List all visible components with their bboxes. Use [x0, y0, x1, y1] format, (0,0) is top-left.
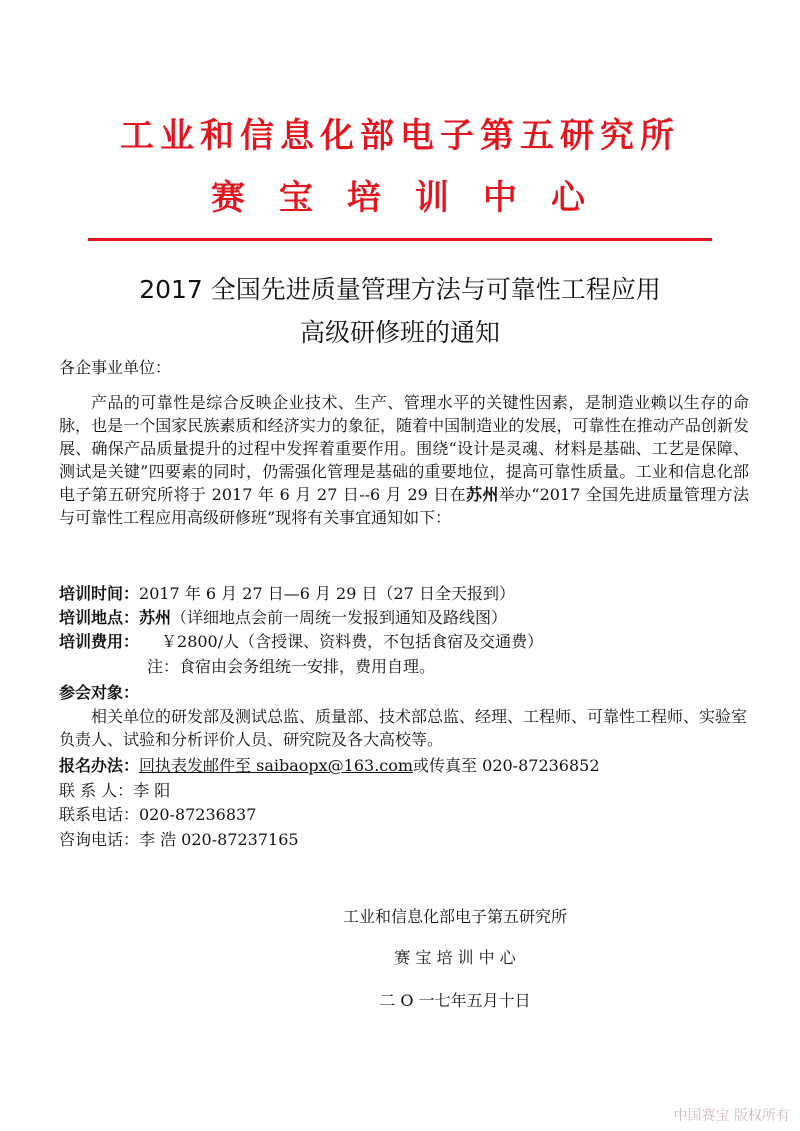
- audience-value: 相关单位的研发部及测试总监、质量部、技术部总监、经理、工程师、可靠性工程师、实验室负责人、试验和分析评价人员、研究院及各大高校等。: [59, 707, 748, 749]
- intro-city: 苏州: [465, 485, 499, 504]
- signature-org: 工业和信息化部电子第五研究所: [342, 907, 567, 926]
- training-time-label: 培训时间：: [59, 584, 140, 603]
- header-org: 工业和信息化部电子第五研究所: [120, 116, 680, 156]
- greeting: 各企事业单位：: [59, 358, 172, 377]
- training-place-city: 苏州: [139, 608, 172, 627]
- copyright-watermark: 中国赛宝 版权所有: [673, 1108, 790, 1124]
- training-place-row: [59, 606, 507, 629]
- signature-center: 赛 宝 培 训 中 心: [394, 948, 516, 967]
- notice-title-line2: 高级研修班的通知: [299, 318, 500, 347]
- signup-fax: 或传真至 020-87236852: [413, 756, 600, 775]
- contact-phone: 联系电话：020-87236837: [59, 805, 257, 824]
- training-place-note: （详细地点会前一周统一发报到通知及路线图）: [171, 608, 508, 627]
- signature-date: 二 O 一七年五月十日: [379, 991, 531, 1010]
- consult-phone: 咨询电话：李 浩 020-87237165: [59, 830, 299, 849]
- training-place-label: 培训地点：: [59, 608, 140, 627]
- training-time-value: 2017 年 6 月 27 日—6 月 29 日（27 日全天报到）: [139, 584, 515, 603]
- notice-title-line1: 2017 全国先进质量管理方法与可靠性工程应用: [139, 275, 661, 304]
- training-time-row: [59, 582, 515, 605]
- signup-row: [59, 754, 600, 777]
- training-fee-label: 培训费用：: [59, 632, 140, 651]
- header-divider: [88, 238, 712, 241]
- training-fee-value: ￥2800/人（含授课、资料费，不包括食宿及交通费）: [161, 632, 544, 651]
- accommodation-note: 注：食宿由会务组统一安排，费用自理。: [147, 657, 436, 676]
- audience-row: [59, 681, 139, 704]
- signup-email-link[interactable]: 回执表发邮件至 saibaopx@163.com: [139, 756, 414, 775]
- training-fee-row: [59, 630, 543, 653]
- intro-text-part2: 举办“2017 全国先进质量管理方法与可靠性工程应用高级研修班”现将有关事宜通知如下：: [59, 485, 749, 527]
- signup-label: 报名办法：: [59, 756, 140, 775]
- audience-label: 参会对象：: [59, 683, 140, 702]
- contact-person: 联 系 人：李 阳: [59, 781, 171, 800]
- intro-paragraph: [59, 391, 749, 529]
- header-center: 赛宝培训中心: [211, 178, 619, 218]
- intro-text-part1: 产品的可靠性是综合反映企业技术、生产、管理水平的关键性因素，是制造业赖以生存的命脉，也是一个国家民族素质和经济实力的象征，随着中国制造业的发展，可靠性在推动产品创新发展、确保产品质量提升的过程中发挥着重要作用。围绕“设计是灵魂、材料是基础、工艺是保障、测试是关键”四要素的同时，仍需强化管理是基础的重要地位，提高可靠性质量。工业和信息化部电子第五研究所将于 2017 年 6 月 27 日--6 月 29 日在: [59, 393, 749, 504]
